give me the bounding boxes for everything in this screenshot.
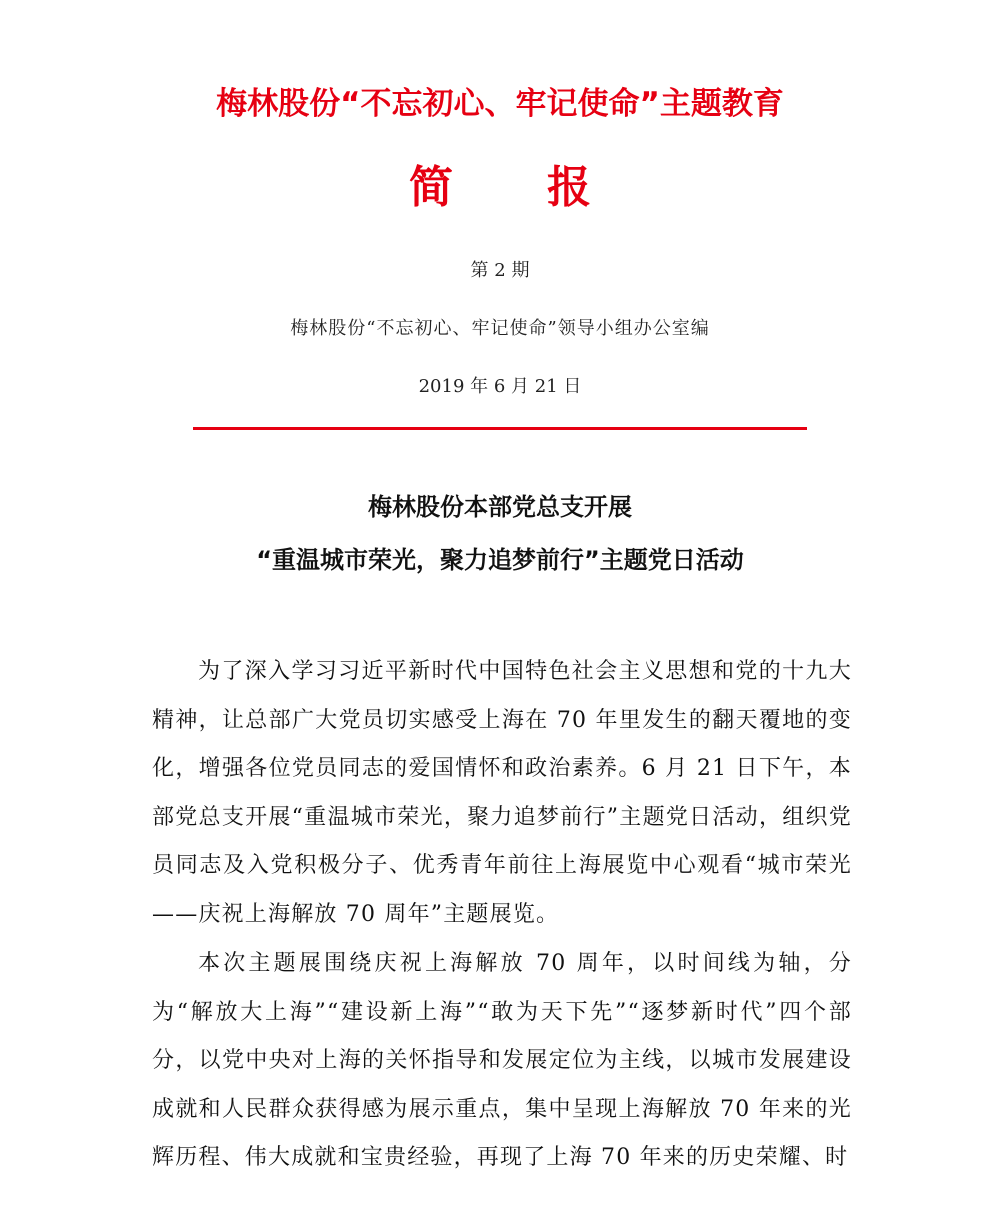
bulletin-title-char-1: 简 [409,162,453,213]
article-paragraph: 本次主题展围绕庆祝上海解放 70 周年，以时间线为轴，分为“解放大上海”“建设新上海”“敢为天下先”“逐梦新时代”四个部分，以党中央对上海的关怀指导和发展定位为主线，以城市发展建设成就和人民群众获得感为展示重点，集中呈现上海解放 70 年来的光辉历程、伟大成就和宝贵经验，再现了上海 70 年来的历史荣耀、时 [152,951,852,1170]
header-divider [193,427,807,430]
article-title-line-2: “重温城市荣光，聚力追梦前行”主题党日活动 [256,546,744,574]
article-body [152,648,852,1184]
issue-number: 第 2 期 [470,260,530,281]
bulletin-header-title: 梅林股份“不忘初心、牢记使命”主题教育 [216,86,784,122]
bulletin-title [0,158,1000,218]
article-paragraph: 为了深入学习习近平新时代中国特色社会主义思想和党的十九大精神，让总部广大党员切实感受上海在 70 年里发生的翻天覆地的变化，增强各位党员同志的爱国情怀和政治素养。6 月 21 日下午，本部党总支开展“重温城市荣光，聚力追梦前行”主题党日活动，组织党员同志及入党积极分子、优秀青年前往上海展览中心观看“城市荣光——庆祝上海解放 70 周年”主题展览。 [152,659,852,927]
article-title-line-1: 梅林股份本部党总支开展 [368,493,632,521]
editor-line: 梅林股份“不忘初心、牢记使命”领导小组办公室编 [290,318,710,339]
bulletin-title-char-2: 报 [547,162,591,213]
issue-date: 2019 年 6 月 21 日 [418,376,582,397]
